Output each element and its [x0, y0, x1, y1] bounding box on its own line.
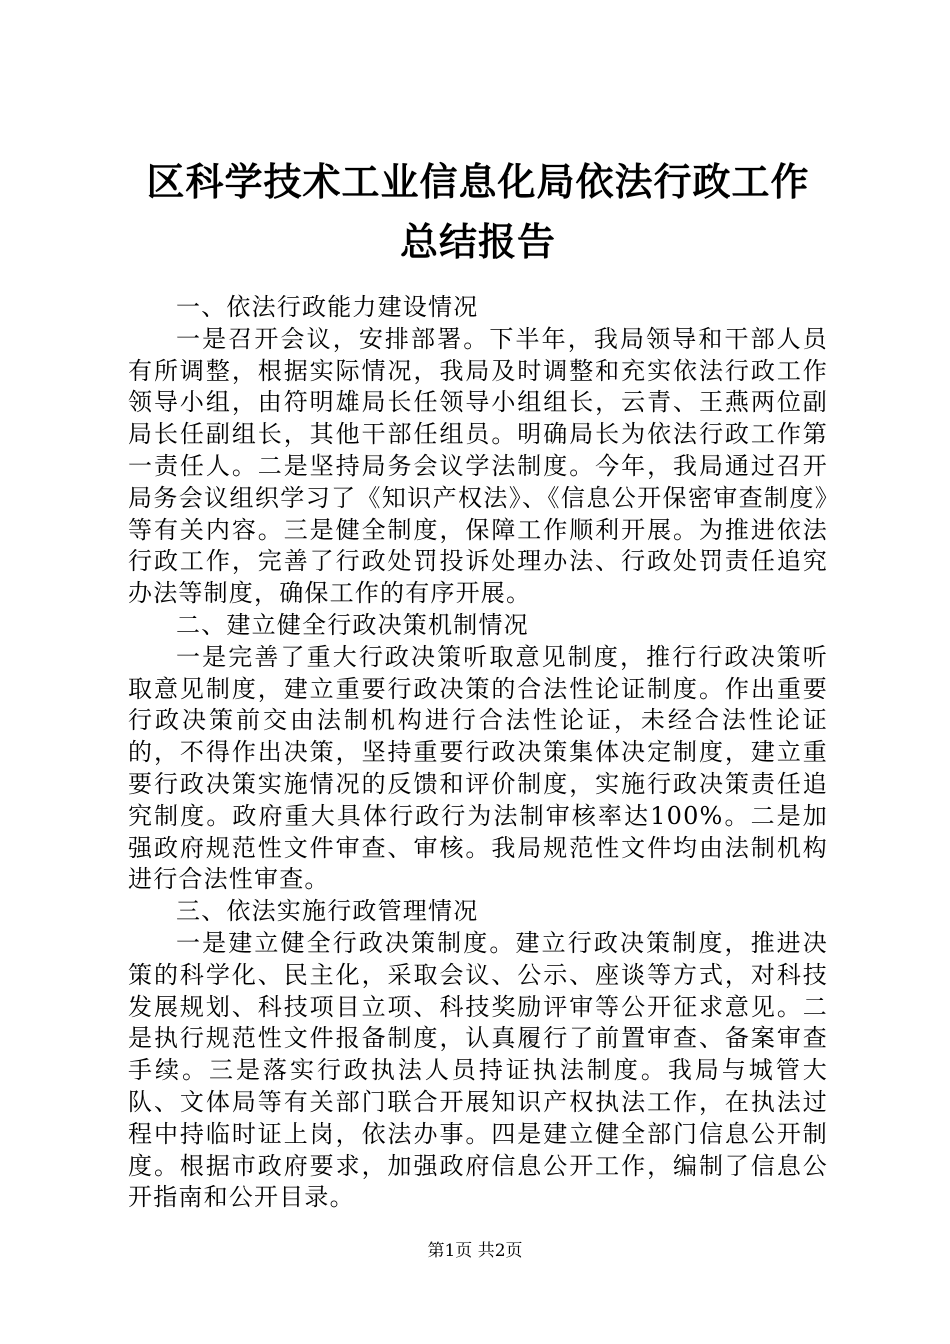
document-title: 区科学技术工业信息化局依法行政工作总结报告	[146, 160, 810, 264]
section-paragraph-3: 一是建立健全行政决策制度。建立行政决策制度，推进决策的科学化、民主化，采取会议、公示、座谈等方式，对科技发展规划、科技项目立项、科技奖励评审等公开征求意见。二是执行规范性文件报备制度，认真履行了前置审查、备案审查手续。三是落实行政执法人员持证执法制度。我局与城管大队、文体局等有关部门联合开展知识产权执法工作，在执法过程中持临时证上岗，依法办事。四是建立健全部门信息公开制度。根据市政府要求，加强政府信息公开工作，编制了信息公开指南和公开目录。	[128, 928, 828, 1212]
page-footer: 第1页 共2页	[427, 1241, 523, 1261]
section-paragraph-2: 一是完善了重大行政决策听取意见制度，推行行政决策听取意见制度，建立重要行政决策的合法性论证制度。作出重要行政决策前交由法制机构进行合法性论证，未经合法性论证的，不得作出决策，坚持重要行政决策集体决定制度，建立重要行政决策实施情况的反馈和评价制度，实施行政决策责任追究制度。政府重大具体行政行为法制审核率达100%。二是加强政府规范性文件审查、审核。我局规范性文件均由法制机构进行合法性审查。	[128, 642, 828, 894]
section-heading-3: 三、依法实施行政管理情况	[176, 897, 479, 926]
document-body	[128, 292, 828, 1214]
section-heading-1: 一、依法行政能力建设情况	[176, 293, 479, 321]
section-paragraph-1: 一是召开会议，安排部署。下半年，我局领导和干部人员有所调整，根据实际情况，我局及时调整和充实依法行政工作领导小组，由符明雄局长任领导小组组长，云青、王燕两位副局长任副组长，其他干部任组员。明确局长为依法行政工作第一责任人。二是坚持局务会议学法制度。今年，我局通过召开局务会议组织学习了《知识产权法》、《信息公开保密审查制度》等有关内容。三是健全制度，保障工作顺利开展。为推进依法行政工作，完善了行政处罚投诉处理办法、行政处罚责任追究办法等制度，确保工作的有序开展。	[128, 324, 828, 608]
section-heading-2: 二、建立健全行政决策机制情况	[176, 610, 529, 639]
